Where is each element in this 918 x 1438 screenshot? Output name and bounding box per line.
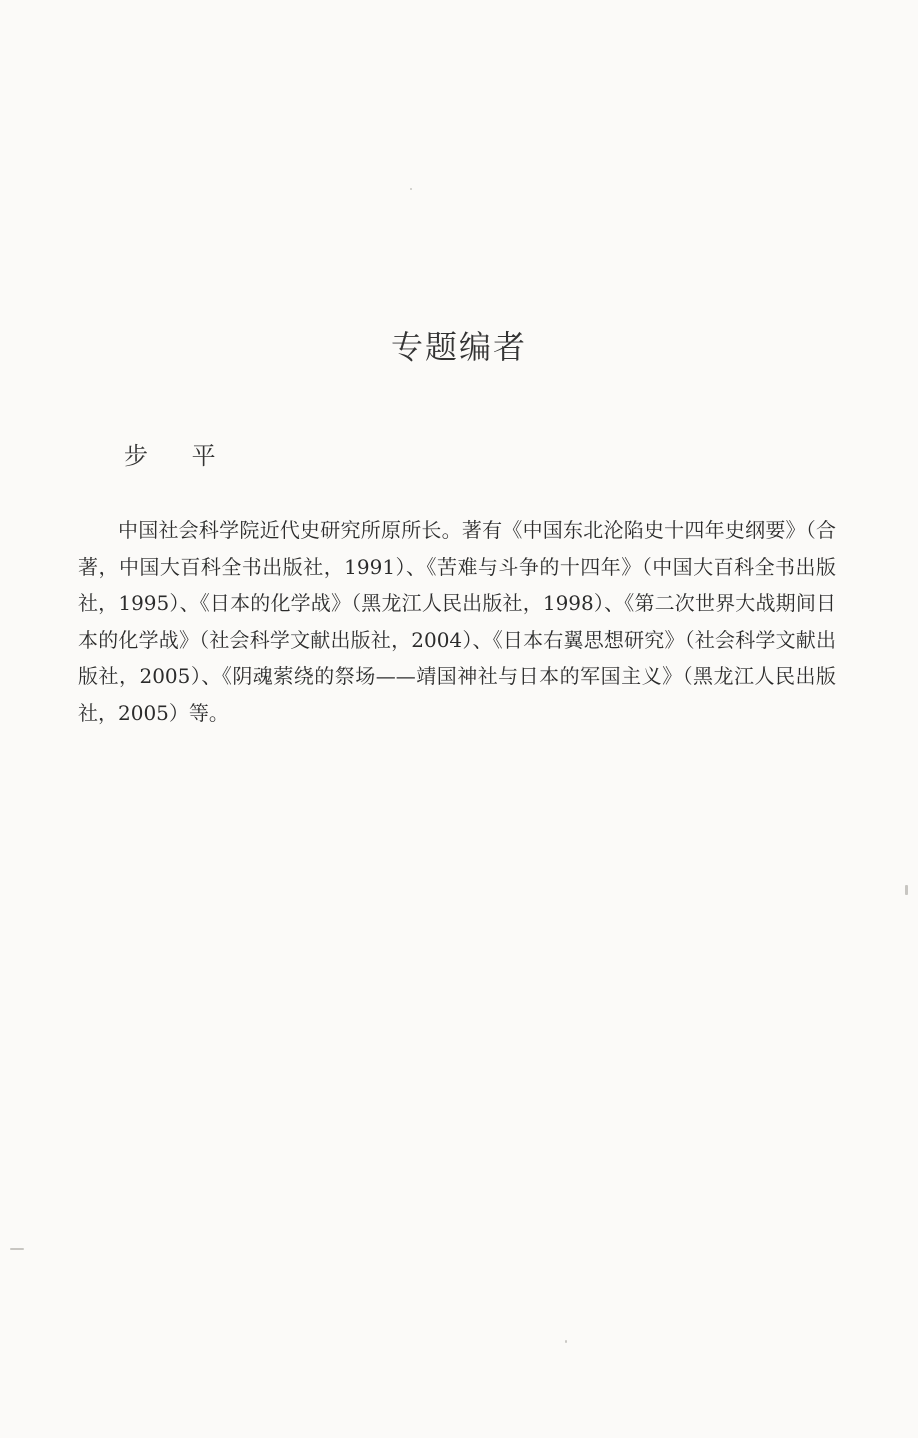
- paper-speck: [410, 188, 412, 190]
- paper-speck: [565, 1340, 567, 1343]
- paper-speck: [905, 885, 908, 895]
- author-bio: 中国社会科学院近代史研究所原所长。著有《中国东北沦陷史十四年史纲要》（合著，中国大百科全书出版社，1991）、《苦难与斗争的十四年》（中国大百科全书出版社，1995）、《日本的化学战》（黑龙江人民出版社，1998）、《第二次世界大战期间日本的化学战》（社会科学文献出版社，2004）、《日本右翼思想研究》（社会科学文献出版社，2005）、《阴魂萦绕的祭场——靖国神社与日本的军国主义》（黑龙江人民出版社，2005）等。: [78, 518, 836, 725]
- author-name: 步 平: [124, 442, 234, 470]
- paper-speck: [10, 1248, 24, 1250]
- page-title: 专题编者: [390, 328, 527, 366]
